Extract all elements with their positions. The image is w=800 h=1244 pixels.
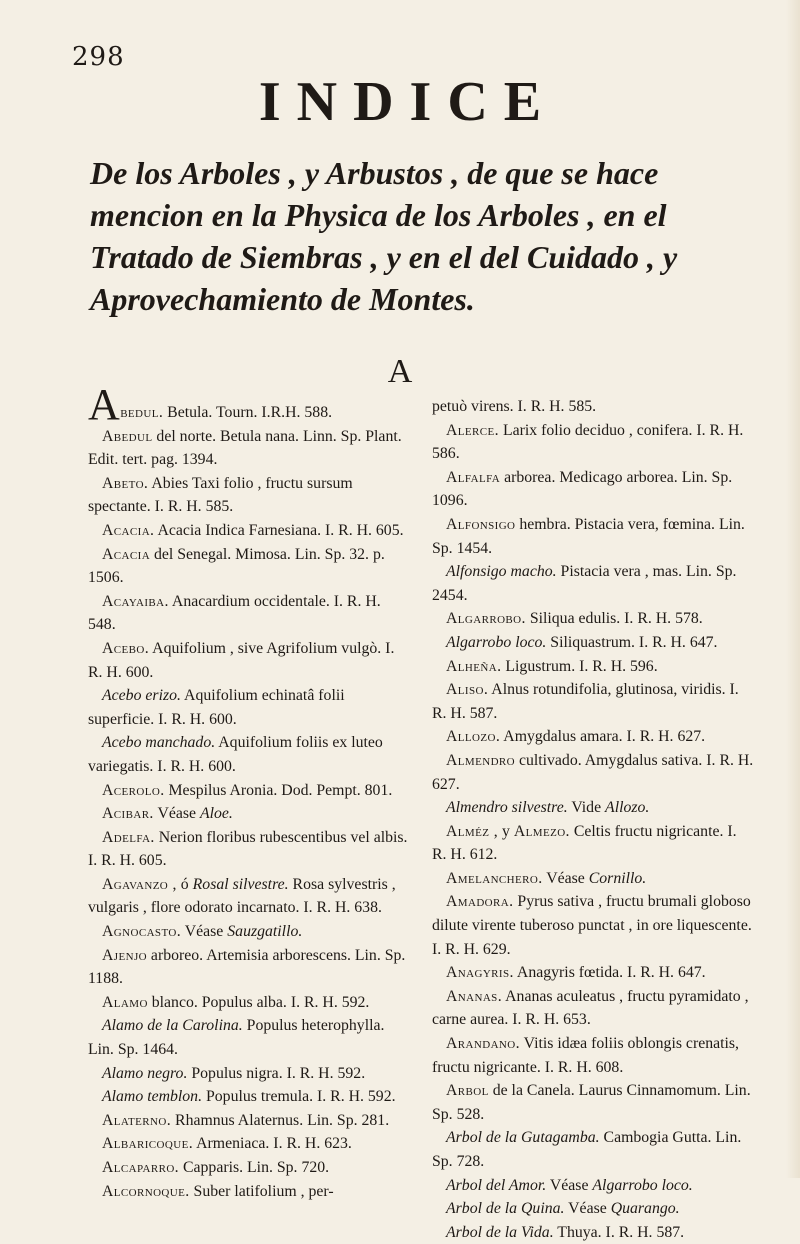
- entry-headword: Abeto.: [102, 474, 149, 492]
- index-entry: [88, 1132, 410, 1156]
- index-entry: [88, 1109, 410, 1133]
- entry-text: Thuya. I. R. H. 587.: [553, 1223, 685, 1241]
- entry-text: del Senegal. Mimosa. Lin. Sp. 32. p. 1506.: [88, 545, 385, 587]
- entry-text: Siliqua edulis. I. R. H. 578.: [525, 610, 703, 628]
- entry-headword: Acibar.: [102, 805, 154, 823]
- index-entry: [432, 419, 754, 466]
- index-entry: [432, 796, 754, 820]
- entry-text: Nerion floribus rubescentibus vel albis. I. R. H. 605.: [88, 828, 408, 870]
- entry-text: Ligustrum. I. R. H. 596.: [501, 657, 658, 675]
- index-entry: [432, 560, 754, 607]
- entry-headword: Amelanchero.: [446, 869, 543, 887]
- entry-text: Populus tremula. I. R. H. 592.: [202, 1088, 396, 1106]
- index-entry: [432, 1079, 754, 1126]
- entry-headword: Arandano.: [446, 1035, 520, 1053]
- entry-text: Véase: [546, 1176, 593, 1194]
- entry-text: Betula. Tourn. I.R.H. 588.: [163, 404, 333, 421]
- index-entry: [88, 590, 410, 637]
- entry-headword: Alcornoque.: [102, 1182, 190, 1200]
- entry-crossref: Aloe.: [199, 805, 233, 823]
- index-entry: [88, 920, 410, 944]
- index-entry: [432, 513, 754, 560]
- entry-text: Populus heterophylla. Lin. Sp. 1464.: [88, 1017, 385, 1059]
- entry-headword: Arbol: [446, 1082, 489, 1100]
- entry-text: hembra. Pistacia vera, fœmina. Lin. Sp. 1454.: [432, 515, 745, 557]
- entry-text: Véase: [542, 869, 589, 887]
- entry-text: del norte. Betula nana. Linn. Sp. Plant. Edit. tert. pag. 1394.: [88, 427, 402, 469]
- entry-text: de la Canela. Laurus Cinnamomum. Lin. Sp. 528.: [432, 1082, 751, 1123]
- right-column: [432, 395, 754, 1244]
- entry-text: Populus nigra. I. R. H. 592.: [187, 1064, 366, 1082]
- entry-headword: Adelfa.: [102, 828, 155, 846]
- entry-crossref: Algarrobo loco.: [592, 1176, 693, 1194]
- entry-text: Mespilus Aronia. Dod. Pempt. 801.: [164, 781, 393, 799]
- entry-headword: Acayaiba.: [102, 592, 169, 610]
- entry-headword-italic: Alamo temblon.: [102, 1088, 203, 1106]
- entry-text: Véase: [153, 805, 200, 823]
- entry-text: Alnus rotundifolia, glutinosa, viridis. I. R. H. 587.: [432, 681, 739, 722]
- entry-headword: Alamo: [102, 993, 148, 1011]
- entry-text: ó: [176, 875, 193, 893]
- entry-headword: Albaricoque.: [102, 1135, 194, 1153]
- entry-headword-italic: Almendro silvestre.: [446, 799, 568, 817]
- entry-text: Cambogia Gutta. Lin. Sp. 728.: [432, 1129, 742, 1170]
- index-entry: [432, 1126, 754, 1173]
- entry-text: Larix folio deciduo , conifera. I. R. H. 586.: [432, 421, 744, 463]
- index-entry: [432, 1221, 754, 1244]
- entry-text: Amygdalus amara. I. R. H. 627.: [500, 728, 706, 746]
- index-entry: [432, 1174, 754, 1198]
- entry-headword-italic: Alfonsigo macho.: [446, 563, 557, 581]
- entry-headword: Ajenjo: [102, 946, 147, 964]
- entry-crossref: Cornillo.: [588, 869, 647, 887]
- entry-headword: Acebo.: [102, 639, 150, 657]
- entry-text: Véase: [181, 923, 228, 941]
- index-entry: [88, 472, 410, 519]
- index-entry: [432, 466, 754, 513]
- index-entry: [88, 1180, 410, 1204]
- index-entry: [88, 802, 410, 826]
- index-entry: [88, 731, 410, 778]
- page-edge-shadow: [786, 0, 800, 1178]
- entry-headword: Agavanzo ,: [102, 875, 177, 893]
- entry-headword: Acacia.: [102, 521, 155, 539]
- entry-headword-italic: Arbol del Amor.: [446, 1176, 547, 1194]
- entry-headword-italic: Acebo manchado.: [102, 734, 216, 752]
- index-entry: [88, 779, 410, 803]
- index-entry: [432, 631, 754, 655]
- index-entry: [88, 1062, 410, 1086]
- entry-text: Ananas aculeatus , fructu pyramidato , carne aurea. I. R. H. 653.: [432, 987, 749, 1029]
- index-entry: [432, 749, 754, 796]
- entry-text: Celtis fructu nigricante. I. R. H. 612.: [432, 822, 737, 864]
- entry-headword: Alméz ,: [446, 822, 499, 840]
- entry-text: Acacia Indica Farnesiana. I. R. H. 605.: [154, 521, 404, 539]
- index-entry: [88, 1085, 410, 1109]
- entry-headword-italic: Arbol de la Gutagamba.: [446, 1129, 600, 1147]
- entry-text: Pistacia vera , mas. Lin. Sp. 2454.: [432, 563, 737, 604]
- entry-headword-italic: Acebo erizo.: [102, 687, 181, 705]
- index-entry: [88, 944, 410, 991]
- entry-headword: Amadora.: [446, 893, 514, 911]
- index-entry: [88, 873, 410, 920]
- entry-text: Aquifolium foliis ex luteo variegatis. I. R. H. 600.: [88, 734, 383, 775]
- entry-text: y: [498, 822, 514, 840]
- index-entry: [432, 1197, 754, 1221]
- index-entry: [432, 1032, 754, 1079]
- entry-headword-italic: Alamo negro.: [102, 1064, 188, 1082]
- index-entry: [88, 1156, 410, 1180]
- drop-initial: A: [88, 380, 121, 429]
- entry-text: Rhamnus Alaternus. Lin. Sp. 281.: [171, 1111, 390, 1129]
- index-entry: [432, 867, 754, 891]
- index-entry: [432, 725, 754, 749]
- entry-headword: Almendro: [446, 751, 515, 769]
- index-entry: [432, 985, 754, 1032]
- index-entry: [88, 684, 410, 731]
- entry-headword-italic: Arbol de la Quina.: [446, 1200, 565, 1218]
- index-entry: [88, 991, 410, 1015]
- index-entry: [88, 519, 410, 543]
- entry-text: Véase: [564, 1200, 611, 1218]
- entry-text: blanco. Populus alba. I. R. H. 592.: [147, 993, 370, 1011]
- entry-headword-italic: Algarrobo loco.: [446, 633, 547, 651]
- entry-headword: Alerce.: [446, 421, 499, 439]
- entry-headword-italic: Alamo de la Carolina.: [102, 1017, 243, 1035]
- page-title: INDICE: [258, 71, 558, 133]
- entry-text: Aquifolium echinatâ folii superficie. I. R. H. 600.: [88, 687, 345, 728]
- index-entry: [432, 961, 754, 985]
- entry-headword: Agnocasto.: [102, 923, 182, 941]
- index-entry: [88, 543, 410, 590]
- entry-crossref: Allozo.: [605, 799, 650, 817]
- page-subtitle: De los Arboles , y Arbustos , de que se hace mencion en la Physica de los Arboles , en el Tratado de Siembras , y en el del Cuidado , y Aprovechamiento de Montes.: [90, 155, 678, 317]
- entry-crossref: Rosal silvestre.: [192, 875, 289, 893]
- entry-text: arborea. Medicago arborea. Lin. Sp. 1096.: [432, 468, 733, 510]
- index-entry: [432, 890, 754, 961]
- entry-text: Pyrus sativa , fructu brumali globoso dilute virente tuberoso punctat , in ore liquescente. I. R. H. 629.: [432, 893, 752, 958]
- index-entry: [432, 820, 754, 867]
- entry-text: Anacardium occidentale. I. R. H. 548.: [88, 592, 381, 634]
- entry-text: cultivado. Amygdalus sativa. I. R. H. 627.: [432, 751, 754, 793]
- entry-headword: Abedul: [102, 427, 153, 445]
- entry-text: arboreo. Artemisia arborescens. Lin. Sp. 1188.: [88, 946, 406, 988]
- index-entry: [432, 607, 754, 631]
- index-entry: [88, 425, 410, 472]
- left-column: [88, 380, 410, 1203]
- index-entry: [88, 1014, 410, 1061]
- index-entry: [88, 380, 410, 429]
- entry-text: Armeniaca. I. R. H. 623.: [193, 1135, 352, 1153]
- entry-headword: Acerolo.: [102, 781, 165, 799]
- entry-headword: Algarrobo.: [446, 610, 526, 628]
- entry-headword: Anagyris.: [446, 964, 514, 982]
- index-entry: [432, 655, 754, 679]
- entry-text: Rosa sylvestris , vulgaris , flore odorato incarnato. I. R. H. 638.: [88, 875, 396, 917]
- entry-headword: Alfalfa: [446, 468, 501, 486]
- index-entry: [88, 637, 410, 684]
- entry-headword: Acacia: [102, 545, 151, 563]
- entry-headword: Alcaparro.: [102, 1159, 180, 1176]
- entry-text: Anagyris fœtida. I. R. H. 647.: [513, 964, 706, 982]
- entry-text: Vide: [567, 799, 606, 817]
- entry-headword: Ananas.: [446, 987, 503, 1005]
- entry-text: Suber latifolium , per-: [189, 1182, 334, 1200]
- entry-crossref: Sauzgatillo.: [227, 923, 303, 941]
- section-letter: A: [387, 353, 413, 390]
- entry-headword: bedul.: [120, 404, 164, 421]
- entry-text: Capparis. Lin. Sp. 720.: [179, 1159, 330, 1176]
- index-entry: [432, 395, 754, 419]
- entry-headword: Aliso.: [446, 681, 489, 699]
- entry-text: Siliquastrum. I. R. H. 647.: [546, 633, 718, 651]
- entry-text: Abies Taxi folio , fructu sursum spectante. I. R. H. 585.: [88, 474, 353, 516]
- index-entry: [88, 826, 410, 873]
- entry-text: Vitis idæa foliis oblongis crenatis, fructu nigricante. I. R. H. 608.: [432, 1035, 739, 1076]
- entry-text: Aquifolium , sive Agrifolium vulgò. I. R. H. 600.: [88, 639, 395, 681]
- index-entry: [432, 678, 754, 725]
- entry-headword: Almezo.: [513, 822, 570, 840]
- entry-headword: Allozo.: [446, 728, 501, 746]
- entry-crossref: Quarango.: [610, 1200, 680, 1218]
- entry-text: petuò virens. I. R. H. 585.: [432, 398, 597, 415]
- entry-headword: Alfonsigo: [446, 515, 516, 533]
- entry-headword-italic: Arbol de la Vida.: [446, 1223, 554, 1241]
- entry-headword: Alaterno.: [102, 1111, 172, 1129]
- page-number: 298: [72, 42, 125, 72]
- entry-headword: Alheña.: [446, 657, 502, 675]
